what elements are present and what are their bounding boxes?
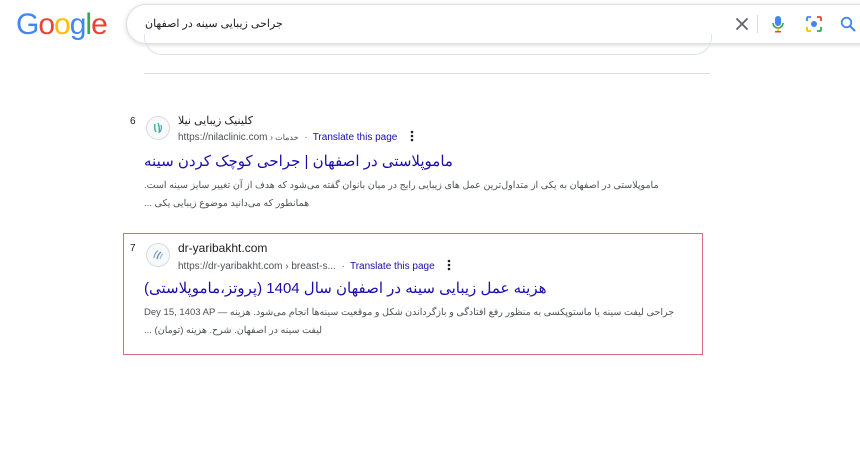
- ai-overview-panel-edge: [144, 34, 712, 55]
- result-snippet: همانطور که می‌دانید موضوع زیبایی یکی ...: [144, 198, 310, 209]
- site-name[interactable]: dr-yaribakht.com: [178, 241, 268, 255]
- site-breadcrumb: › خدمات: [270, 133, 299, 143]
- logo-letter: l: [85, 8, 92, 41]
- translate-link[interactable]: Translate this page: [312, 132, 398, 144]
- dot-separator: ·: [304, 132, 308, 144]
- site-url[interactable]: https://dr-yaribakht.com › breast-s...: [178, 261, 336, 273]
- google-logo[interactable]: [16, 8, 107, 42]
- dot-separator: ·: [341, 261, 345, 273]
- mic-icon[interactable]: [767, 13, 789, 35]
- result-snippet: Dey 15, 1403 AP — جراحی لیفت سینه یا ماستوپکسی به منظور رفع افتادگی و بازگرداندن شکل و موقعیت سینه‌ها انجام می‌شود. هزینه: [144, 307, 675, 318]
- site-url[interactable]: https://nilaclinic.com: [178, 132, 268, 144]
- result-rank: 6: [130, 116, 136, 127]
- logo-letter: o: [38, 8, 55, 41]
- logo-letter: e: [91, 8, 107, 41]
- result-snippet: لیفت سینه در اصفهان. شرح. هزینه (تومان) ...: [144, 325, 322, 336]
- result-snippet: ماموپلاستی در اصفهان به یکی از متداول‌ترین عمل های زیبایی رایج در میان بانوان گفته می‌شود که هدف از آن تغییر سایز سینه است.: [144, 180, 659, 191]
- section-separator: [144, 73, 710, 74]
- search-input[interactable]: جراحی زیبایی سینه در اصفهان: [145, 18, 283, 30]
- more-options-icon[interactable]: [410, 130, 414, 145]
- site-name[interactable]: کلینیک زیبایی نیلا: [178, 115, 254, 127]
- close-icon[interactable]: [731, 13, 753, 35]
- translate-link[interactable]: Translate this page: [349, 261, 435, 273]
- site-favicon[interactable]: [146, 116, 170, 140]
- result-rank: 7: [130, 243, 136, 254]
- logo-letter: G: [16, 8, 39, 41]
- result-highlight-box: [123, 233, 703, 355]
- result-title-link[interactable]: ماموپلاستی در اصفهان | جراحی کوچک کردن سینه: [144, 153, 453, 170]
- lens-icon[interactable]: [803, 13, 825, 35]
- search-icon[interactable]: [837, 13, 859, 35]
- logo-letter: g: [69, 8, 86, 41]
- site-url-row: [178, 130, 414, 145]
- search-result: [130, 116, 710, 216]
- search-divider: [757, 15, 758, 33]
- result-title-link[interactable]: هزینه عمل زیبایی سینه در اصفهان سال 1404 (پروتز،ماموپلاستی): [144, 280, 547, 297]
- logo-letter: o: [54, 8, 70, 41]
